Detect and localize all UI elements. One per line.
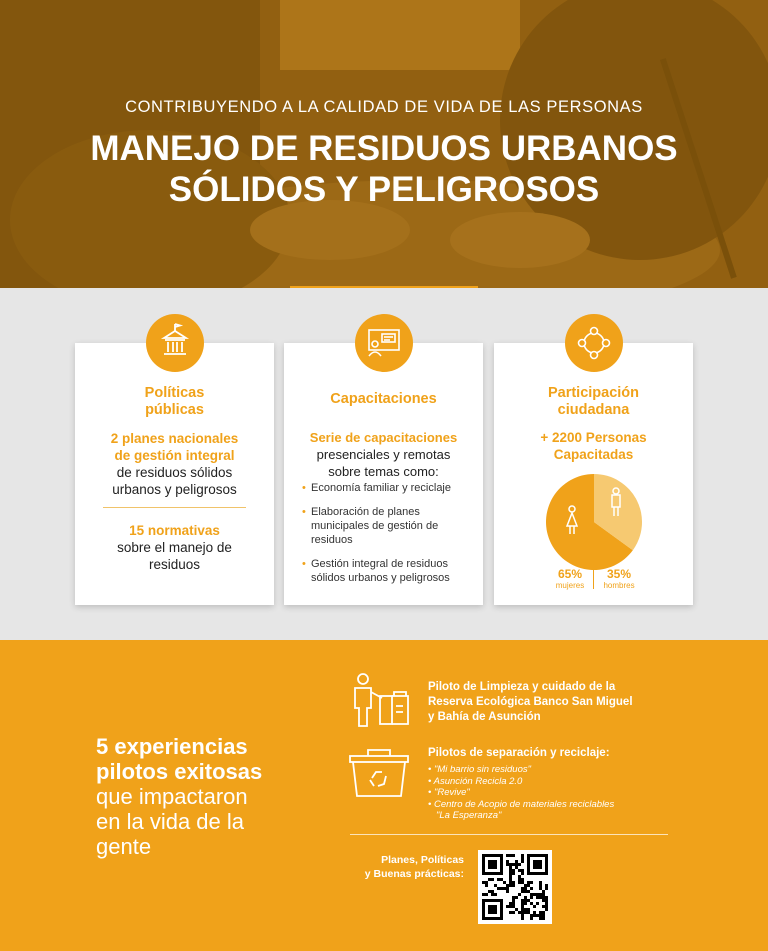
experiences-bold-line1: 5 experiencias bbox=[96, 734, 248, 759]
list-item: • Asunción Recicla 2.0 bbox=[428, 776, 614, 788]
experiences-line5: gente bbox=[96, 834, 152, 859]
card-capacitaciones-desc bbox=[294, 429, 473, 480]
women-stat bbox=[546, 567, 594, 590]
card-capacitaciones-list bbox=[302, 481, 471, 595]
card-participacion bbox=[494, 343, 693, 605]
card-politicas-publicas bbox=[75, 343, 274, 605]
card-politicas-divider bbox=[103, 507, 246, 508]
card-participacion-count bbox=[504, 429, 683, 463]
card-politicas-title bbox=[83, 385, 266, 419]
list-item: • Centro de Acopio de materiales reciclables bbox=[428, 799, 614, 811]
card-participacion-title-line1: Participación bbox=[547, 385, 640, 401]
planes-label bbox=[336, 853, 464, 881]
experiences-heading bbox=[96, 734, 326, 859]
women-label: mujeres bbox=[555, 581, 585, 590]
header-subtitle: CONTRIBUYENDO A LA CALIDAD DE VIDA DE LAS PERSONAS bbox=[125, 98, 643, 116]
list-item: • Elaboración de planes municipales de gestión de residuos bbox=[302, 505, 471, 547]
men-stat bbox=[595, 567, 643, 590]
list-item: • "Mi barrio sin residuos" bbox=[428, 764, 614, 776]
card-politicas-title-line1: Políticas bbox=[144, 385, 205, 401]
list-item: • Economía familiar y reciclaje bbox=[302, 481, 471, 495]
card-politicas-text2-line1: sobre el manejo de bbox=[117, 540, 232, 555]
women-percent: 65% bbox=[557, 567, 583, 581]
government-building-icon bbox=[146, 314, 204, 372]
card-politicas-title-line2: públicas bbox=[145, 402, 204, 418]
pilot-limpieza-line1: Piloto de Limpieza y cuidado de la bbox=[428, 681, 616, 693]
planes-line2: y Buenas prácticas: bbox=[364, 868, 464, 880]
stat-divider bbox=[593, 569, 594, 589]
experiences-line3: que impactaron bbox=[96, 784, 248, 809]
gender-pie-chart bbox=[546, 474, 642, 570]
card-politicas-normativas bbox=[85, 522, 264, 573]
card-politicas-highlight-line1: 2 planes nacionales bbox=[110, 431, 239, 446]
card-capacitaciones-highlight: Serie de capacitaciones bbox=[309, 430, 458, 445]
pilot-limpieza-title bbox=[428, 680, 633, 725]
card-participacion-highlight-line2: Capacitadas bbox=[553, 447, 634, 462]
pilot-separacion-last: "La Esperanza" bbox=[436, 810, 502, 821]
header-title-line1: MANEJO DE RESIDUOS URBANOS bbox=[90, 129, 678, 168]
header-title-line2: SÓLIDOS Y PELIGROSOS bbox=[168, 170, 600, 209]
pilot-separacion-title: Pilotos de separación y reciclaje: bbox=[428, 747, 610, 759]
pilot-separacion-list bbox=[428, 764, 614, 822]
recycle-bins-icon bbox=[348, 744, 410, 802]
card-politicas-highlight2: 15 normativas bbox=[129, 523, 220, 538]
header-title bbox=[0, 128, 768, 210]
experiences-bold-line2: pilotos exitosas bbox=[96, 759, 263, 784]
experiences-line4: en la vida de la bbox=[96, 809, 244, 834]
card-participacion-highlight-line1: + 2200 Personas bbox=[540, 430, 647, 445]
training-presentation-icon bbox=[355, 314, 413, 372]
card-politicas-highlight-line2: de gestión integral bbox=[114, 448, 235, 463]
card-capacitaciones-title: Capacitaciones bbox=[330, 391, 437, 407]
card-capacitaciones bbox=[284, 343, 483, 605]
list-item: • "Revive" bbox=[428, 787, 614, 799]
qr-code-icon bbox=[482, 854, 548, 920]
card-politicas-text2-line2: residuos bbox=[148, 557, 201, 572]
card-politicas-plans bbox=[85, 430, 264, 498]
card-politicas-text-line1: de residuos sólidos bbox=[116, 465, 233, 480]
card-participacion-title bbox=[502, 385, 685, 419]
pilot-limpieza-line3: y Bahía de Asunción bbox=[428, 711, 541, 723]
list-item-continued bbox=[428, 810, 614, 822]
card-capacitaciones-text-line2: sobre temas como: bbox=[328, 464, 439, 479]
planes-line1: Planes, Políticas bbox=[381, 854, 464, 866]
community-network-icon bbox=[565, 314, 623, 372]
list-item: • Gestión integral de residuos sólidos urbanos y peligrosos bbox=[302, 557, 471, 585]
men-label: hombres bbox=[603, 581, 635, 590]
header-banner bbox=[0, 0, 768, 288]
card-capacitaciones-text-line1: presenciales y remotas bbox=[316, 447, 451, 462]
footer-divider bbox=[350, 834, 668, 835]
men-percent: 35% bbox=[606, 567, 632, 581]
pilot-limpieza-line2: Reserva Ecológica Banco San Miguel bbox=[428, 696, 633, 708]
card-participacion-title-line2: ciudadana bbox=[557, 402, 630, 418]
cleanup-person-icon bbox=[350, 672, 414, 730]
card-politicas-text-line2: urbanos y peligrosos bbox=[112, 482, 237, 497]
qr-code[interactable] bbox=[478, 850, 552, 924]
